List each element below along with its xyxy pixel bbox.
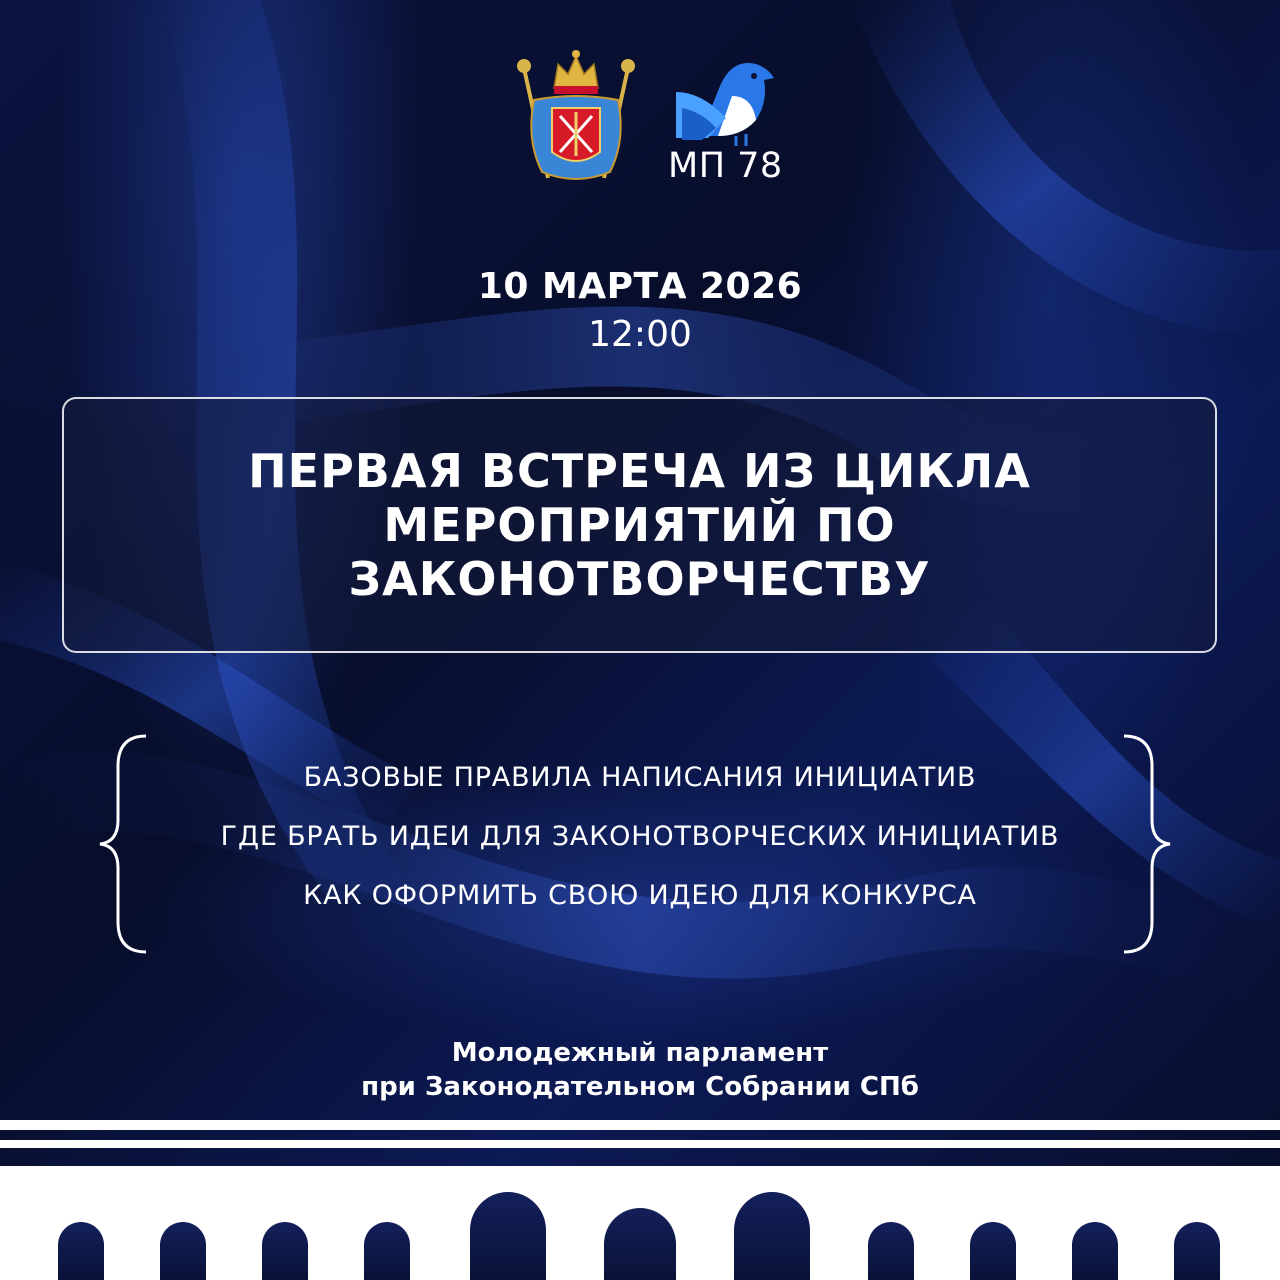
topic-item: БАЗОВЫЕ ПРАВИЛА НАПИСАНИЯ ИНИЦИАТИВ	[303, 762, 977, 793]
event-title: ПЕРВАЯ ВСТРЕЧА ИЗ ЦИКЛА МЕРОПРИЯТИЙ ПО ЗАКОНОТВОРЧЕСТВУ	[248, 444, 1031, 606]
decor-pillar	[604, 1208, 676, 1280]
organizer-line1: Молодежный парламент	[451, 1038, 829, 1068]
topics-list	[150, 748, 1130, 925]
event-date: 10 МАРТА 2026	[477, 266, 803, 307]
decor-pillar	[160, 1222, 206, 1280]
decor-pillar	[58, 1222, 104, 1280]
coat-of-arms-icon	[512, 48, 640, 188]
decor-pillar	[868, 1222, 914, 1280]
decor-pillar	[1174, 1222, 1220, 1280]
decor-pillar	[470, 1192, 546, 1280]
title-box	[62, 397, 1217, 653]
decor-pillar	[262, 1222, 308, 1280]
topic-item: КАК ОФОРМИТЬ СВОЮ ИДЕЮ ДЛЯ КОНКУРСА	[303, 880, 977, 911]
decor-pillar	[364, 1222, 410, 1280]
decor-pillar	[734, 1192, 810, 1280]
left-curly-brace-icon	[96, 732, 156, 957]
bird-logo-text: МП 78	[668, 146, 783, 186]
organizer	[0, 1036, 1280, 1104]
decor-stripe	[0, 1120, 1280, 1130]
topic-item: ГДЕ БРАТЬ ИДЕИ ДЛЯ ЗАКОНОТВОРЧЕСКИХ ИНИЦИАТИВ	[220, 821, 1060, 852]
decor-pillar	[1072, 1222, 1118, 1280]
event-time: 12:00	[588, 314, 692, 355]
decor-stripe	[0, 1140, 1280, 1148]
bird-logo-icon	[672, 56, 782, 146]
organizer-line2: при Законодательном Собрании СПб	[361, 1072, 919, 1102]
decor-pillar	[970, 1222, 1016, 1280]
